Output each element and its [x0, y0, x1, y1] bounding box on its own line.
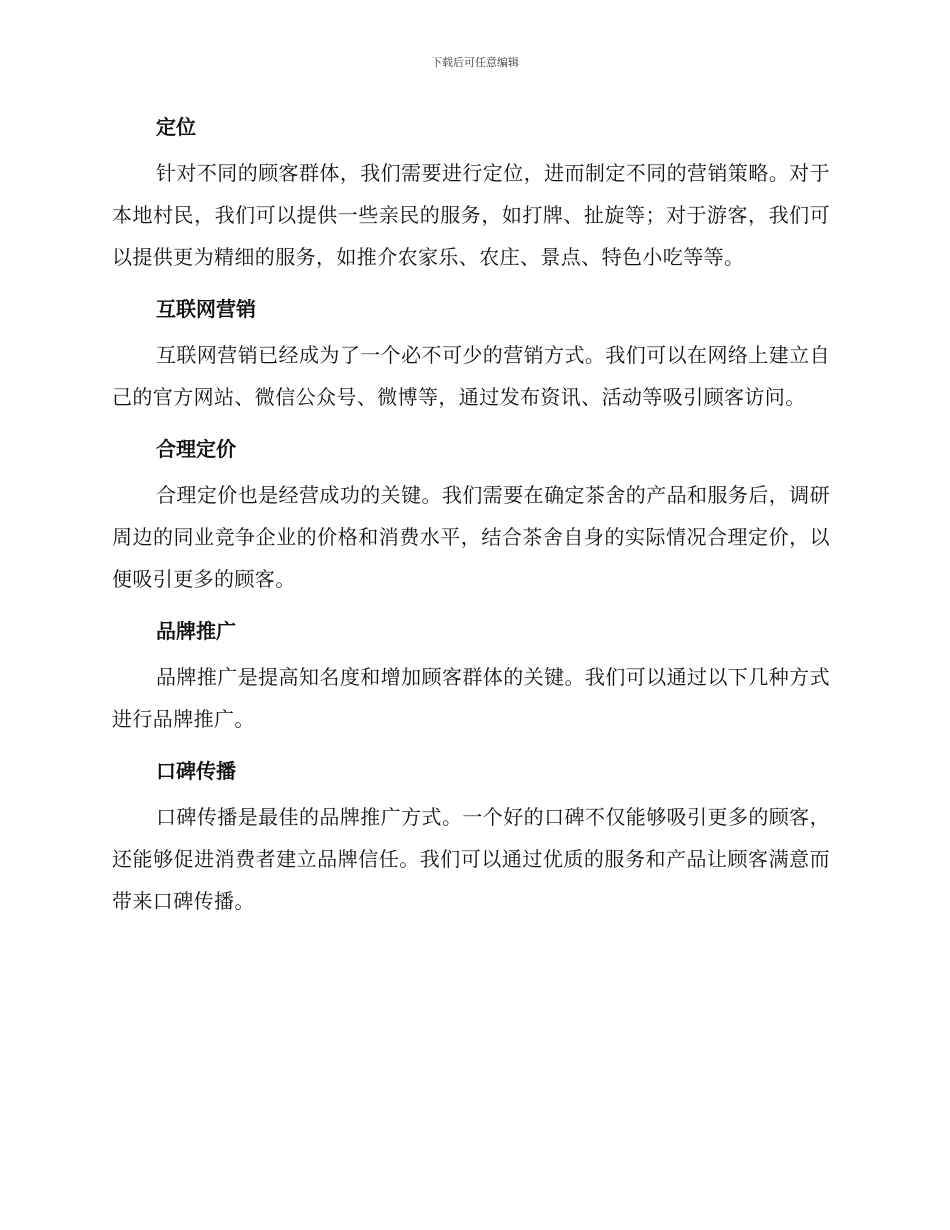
section-reasonable-pricing [112, 430, 830, 600]
document-content [112, 108, 830, 934]
section-paragraph: 合理定价也是经营成功的关键。我们需要在确定茶舍的产品和服务后，调研周边的同业竞争企业的价格和消费水平，结合茶舍自身的实际情况合理定价，以便吸引更多的顾客。 [112, 483, 830, 591]
section-heading: 定位 [156, 115, 196, 139]
section-paragraph: 互联网营销已经成为了一个必不可少的营销方式。我们可以在网络上建立自己的官方网站、微信公众号、微博等，通过发布资讯、活动等吸引顾客访问。 [112, 343, 830, 409]
section-positioning [112, 108, 830, 278]
section-heading: 品牌推广 [156, 619, 236, 643]
section-paragraph: 针对不同的顾客群体，我们需要进行定位，进而制定不同的营销策略。对于本地村民，我们可以提供一些亲民的服务，如打牌、扯旋等；对于游客，我们可以提供更为精细的服务，如推介农家乐、农庄、景点、特色小吃等等。 [112, 161, 830, 269]
section-paragraph: 品牌推广是提高知名度和增加顾客群体的关键。我们可以通过以下几种方式进行品牌推广。 [112, 665, 830, 731]
section-heading: 互联网营销 [156, 297, 256, 321]
section-heading: 口碑传播 [156, 759, 236, 783]
section-heading: 合理定价 [156, 437, 236, 461]
section-paragraph: 口碑传播是最佳的品牌推广方式。一个好的口碑不仅能够吸引更多的顾客，还能够促进消费者建立品牌信任。我们可以通过优质的服务和产品让顾客满意而带来口碑传播。 [112, 805, 830, 913]
section-brand-promotion [112, 612, 830, 740]
page-header: 下载后可任意编辑 [431, 56, 519, 69]
section-word-of-mouth [112, 752, 830, 922]
section-internet-marketing [112, 290, 830, 418]
